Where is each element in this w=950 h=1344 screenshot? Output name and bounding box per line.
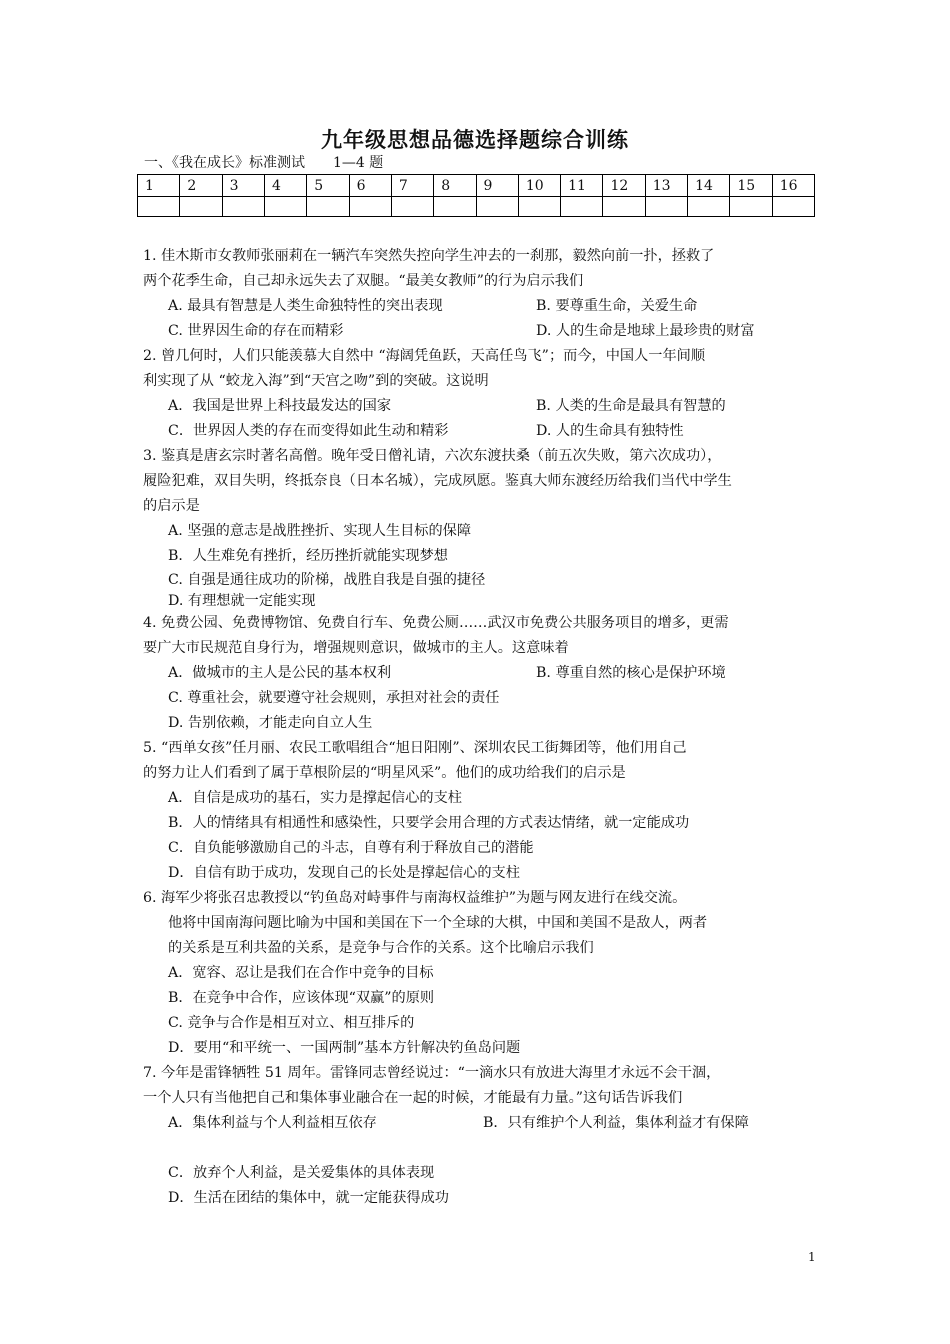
question-stem-line: 要广大市民规范自身行为，增强规则意识，做城市的主人。这意味着 xyxy=(143,640,569,656)
option-b[interactable]: B. 人类的生命是最具有智慧的 xyxy=(536,398,726,414)
question-list xyxy=(143,244,813,1211)
question-3 xyxy=(143,444,813,611)
question-5 xyxy=(143,736,813,886)
question-stem-line: 的努力让人们看到了属于草根阶层的“明星风采”。他们的成功给我们的启示是 xyxy=(143,765,626,781)
option-row xyxy=(143,294,813,319)
answer-number-cell: 1 xyxy=(138,175,180,197)
option-row xyxy=(143,319,813,344)
page-number: 1 xyxy=(808,1250,816,1264)
option-a[interactable]: A．宽容、忍让是我们在合作中竞争的目标 xyxy=(168,965,434,981)
answer-number-cell: 12 xyxy=(603,175,645,197)
answer-blank-cell[interactable] xyxy=(561,197,603,217)
option-d[interactable]: D. 人的生命具有独特性 xyxy=(536,423,684,439)
question-stem-line: 利实现了从 “蛟龙入海”到“天宫之吻”到的突破。这说明 xyxy=(143,373,489,389)
option-c[interactable]: C. 竞争与合作是相互对立、相互排斥的 xyxy=(168,1015,415,1031)
answer-blank-cell[interactable] xyxy=(138,197,180,217)
answer-number-row xyxy=(138,175,815,197)
spacer xyxy=(143,1136,813,1161)
question-2 xyxy=(143,344,813,444)
answer-number-cell: 13 xyxy=(645,175,687,197)
option-d[interactable]: D. 告别依赖，才能走向自立人生 xyxy=(168,715,373,731)
option-row xyxy=(143,419,813,444)
option-b[interactable]: B．人生难免有挫折，经历挫折就能实现梦想 xyxy=(168,548,448,564)
option-d[interactable]: D. 人的生命是地球上最珍贵的财富 xyxy=(536,323,755,339)
answer-number-cell: 2 xyxy=(180,175,222,197)
answer-blank-cell[interactable] xyxy=(645,197,687,217)
question-stem-line: 4. 免费公园、免费博物馆、免费自行车、免费公厕……武汉市免费公共服务项目的增多，更需 xyxy=(143,615,729,631)
answer-number-cell: 9 xyxy=(476,175,518,197)
answer-number-cell: 11 xyxy=(561,175,603,197)
option-b[interactable]: B. 要尊重生命，关爱生命 xyxy=(536,298,698,314)
answer-blank-cell[interactable] xyxy=(349,197,391,217)
answer-blank-cell[interactable] xyxy=(391,197,433,217)
answer-number-cell: 15 xyxy=(730,175,772,197)
option-d[interactable]: D．自信有助于成功，发现自己的长处是撑起信心的支柱 xyxy=(168,865,520,881)
question-stem-line: 3. 鉴真是唐玄宗时著名高僧。晚年受日僧礼请，六次东渡扶桑（前五次失败，第六次成功）， xyxy=(143,448,722,464)
question-1 xyxy=(143,244,813,344)
answer-number-cell: 16 xyxy=(772,175,814,197)
option-d[interactable]: D．要用“和平统一、一国两制”基本方针解决钓鱼岛问题 xyxy=(168,1040,521,1056)
option-c[interactable]: C．自负能够激励自己的斗志，自尊有利于释放自己的潜能 xyxy=(168,840,534,856)
answer-number-cell: 10 xyxy=(518,175,560,197)
section-label: 一、《我在成长》标准测试 xyxy=(144,155,305,171)
option-row xyxy=(143,1111,813,1136)
option-a[interactable]: A．集体利益与个人利益相互依存 xyxy=(168,1115,377,1131)
answer-table xyxy=(137,174,815,217)
question-6 xyxy=(143,886,813,1061)
option-a[interactable]: A．做城市的主人是公民的基本权利 xyxy=(168,665,392,681)
question-stem-line: 两个花季生命，自己却永远失去了双腿。“最美女教师”的行为启示我们 xyxy=(143,273,584,289)
question-stem-line: 5. “西单女孩”任月丽、农民工歌唱组合“旭日阳刚”、深圳农民工街舞团等，他们用自己 xyxy=(143,740,687,756)
option-b[interactable]: B. 尊重自然的核心是保护环境 xyxy=(536,665,726,681)
option-c[interactable]: C. 自强是通往成功的阶梯，战胜自我是自强的捷径 xyxy=(168,572,486,588)
option-row xyxy=(143,661,813,686)
question-stem-line: 6. 海军少将张召忠教授以“钓鱼岛对峙事件与南海权益维护”为题与网友进行在线交流。 xyxy=(143,890,687,906)
answer-blank-cell[interactable] xyxy=(730,197,772,217)
question-stem-line: 他将中国南海问题比喻为中国和美国在下一个全球的大棋，中国和美国不是敌人，两者 xyxy=(168,915,708,931)
option-c[interactable]: C. 世界因生命的存在而精彩 xyxy=(168,323,344,339)
question-stem-line: 的关系是互利共盈的关系，是竞争与合作的关系。这个比喻启示我们 xyxy=(168,940,594,956)
option-a[interactable]: A. 最具有智慧是人类生命独特性的突出表现 xyxy=(168,298,443,314)
section-heading xyxy=(144,152,383,172)
option-d[interactable]: D. 有理想就一定能实现 xyxy=(168,593,316,609)
page-title: 九年级思想品德选择题综合训练 xyxy=(321,127,629,152)
option-row xyxy=(143,394,813,419)
option-c[interactable]: C．放弃个人利益，是关爱集体的具体表现 xyxy=(168,1165,435,1181)
question-stem-line: 的启示是 xyxy=(143,498,200,514)
answer-blank-row xyxy=(138,197,815,217)
section-range: 1—4 题 xyxy=(333,155,384,171)
option-c[interactable]: C. 尊重社会，就要遵守社会规则，承担对社会的责任 xyxy=(168,690,500,706)
answer-blank-cell[interactable] xyxy=(688,197,730,217)
option-a[interactable]: A．我国是世界上科技最发达的国家 xyxy=(168,398,392,414)
question-stem-line: 2. 曾几何时，人们只能羡慕大自然中 “海阔凭鱼跃，天高任鸟飞”；而今，中国人一年间顺 xyxy=(143,348,706,364)
option-a[interactable]: A．自信是成功的基石，实力是撑起信心的支柱 xyxy=(168,790,462,806)
answer-blank-cell[interactable] xyxy=(434,197,476,217)
question-4 xyxy=(143,611,813,736)
answer-number-cell: 4 xyxy=(264,175,306,197)
question-stem-line: 7. 今年是雷锋牺牲 51 周年。雷锋同志曾经说过：“一滴水只有放进大海里才永远不会干涸， xyxy=(143,1065,721,1081)
answer-blank-cell[interactable] xyxy=(180,197,222,217)
option-b[interactable]: B．在竞争中合作，应该体现“双赢”的原则 xyxy=(168,990,435,1006)
answer-number-cell: 5 xyxy=(307,175,349,197)
answer-number-cell: 14 xyxy=(688,175,730,197)
question-stem-line: 1. 佳木斯市女教师张丽莉在一辆汽车突然失控向学生冲去的一刹那，毅然向前一扑，拯救了 xyxy=(143,248,715,264)
answer-blank-cell[interactable] xyxy=(603,197,645,217)
answer-blank-cell[interactable] xyxy=(476,197,518,217)
question-stem-line: 履险犯难，双目失明，终抵奈良（日本名城），完成夙愿。鉴真大师东渡经历给我们当代中学生 xyxy=(143,473,732,489)
option-b[interactable]: B．人的情绪具有相通性和感染性，只要学会用合理的方式表达情绪，就一定能成功 xyxy=(168,815,690,831)
answer-number-cell: 3 xyxy=(222,175,264,197)
answer-number-cell: 7 xyxy=(391,175,433,197)
question-stem-line: 一个人只有当他把自己和集体事业融合在一起的时候，才能最有力量。”这句话告诉我们 xyxy=(143,1090,683,1106)
answer-blank-cell[interactable] xyxy=(307,197,349,217)
answer-number-cell: 6 xyxy=(349,175,391,197)
answer-number-cell: 8 xyxy=(434,175,476,197)
option-b[interactable]: B．只有维护个人利益，集体利益才有保障 xyxy=(483,1115,749,1131)
answer-blank-cell[interactable] xyxy=(772,197,814,217)
answer-blank-cell[interactable] xyxy=(264,197,306,217)
answer-blank-cell[interactable] xyxy=(518,197,560,217)
option-d[interactable]: D．生活在团结的集体中，就一定能获得成功 xyxy=(168,1190,449,1206)
answer-blank-cell[interactable] xyxy=(222,197,264,217)
option-c[interactable]: C．世界因人类的存在而变得如此生动和精彩 xyxy=(168,423,449,439)
question-7 xyxy=(143,1061,813,1211)
option-a[interactable]: A. 坚强的意志是战胜挫折、实现人生目标的保障 xyxy=(168,523,472,539)
